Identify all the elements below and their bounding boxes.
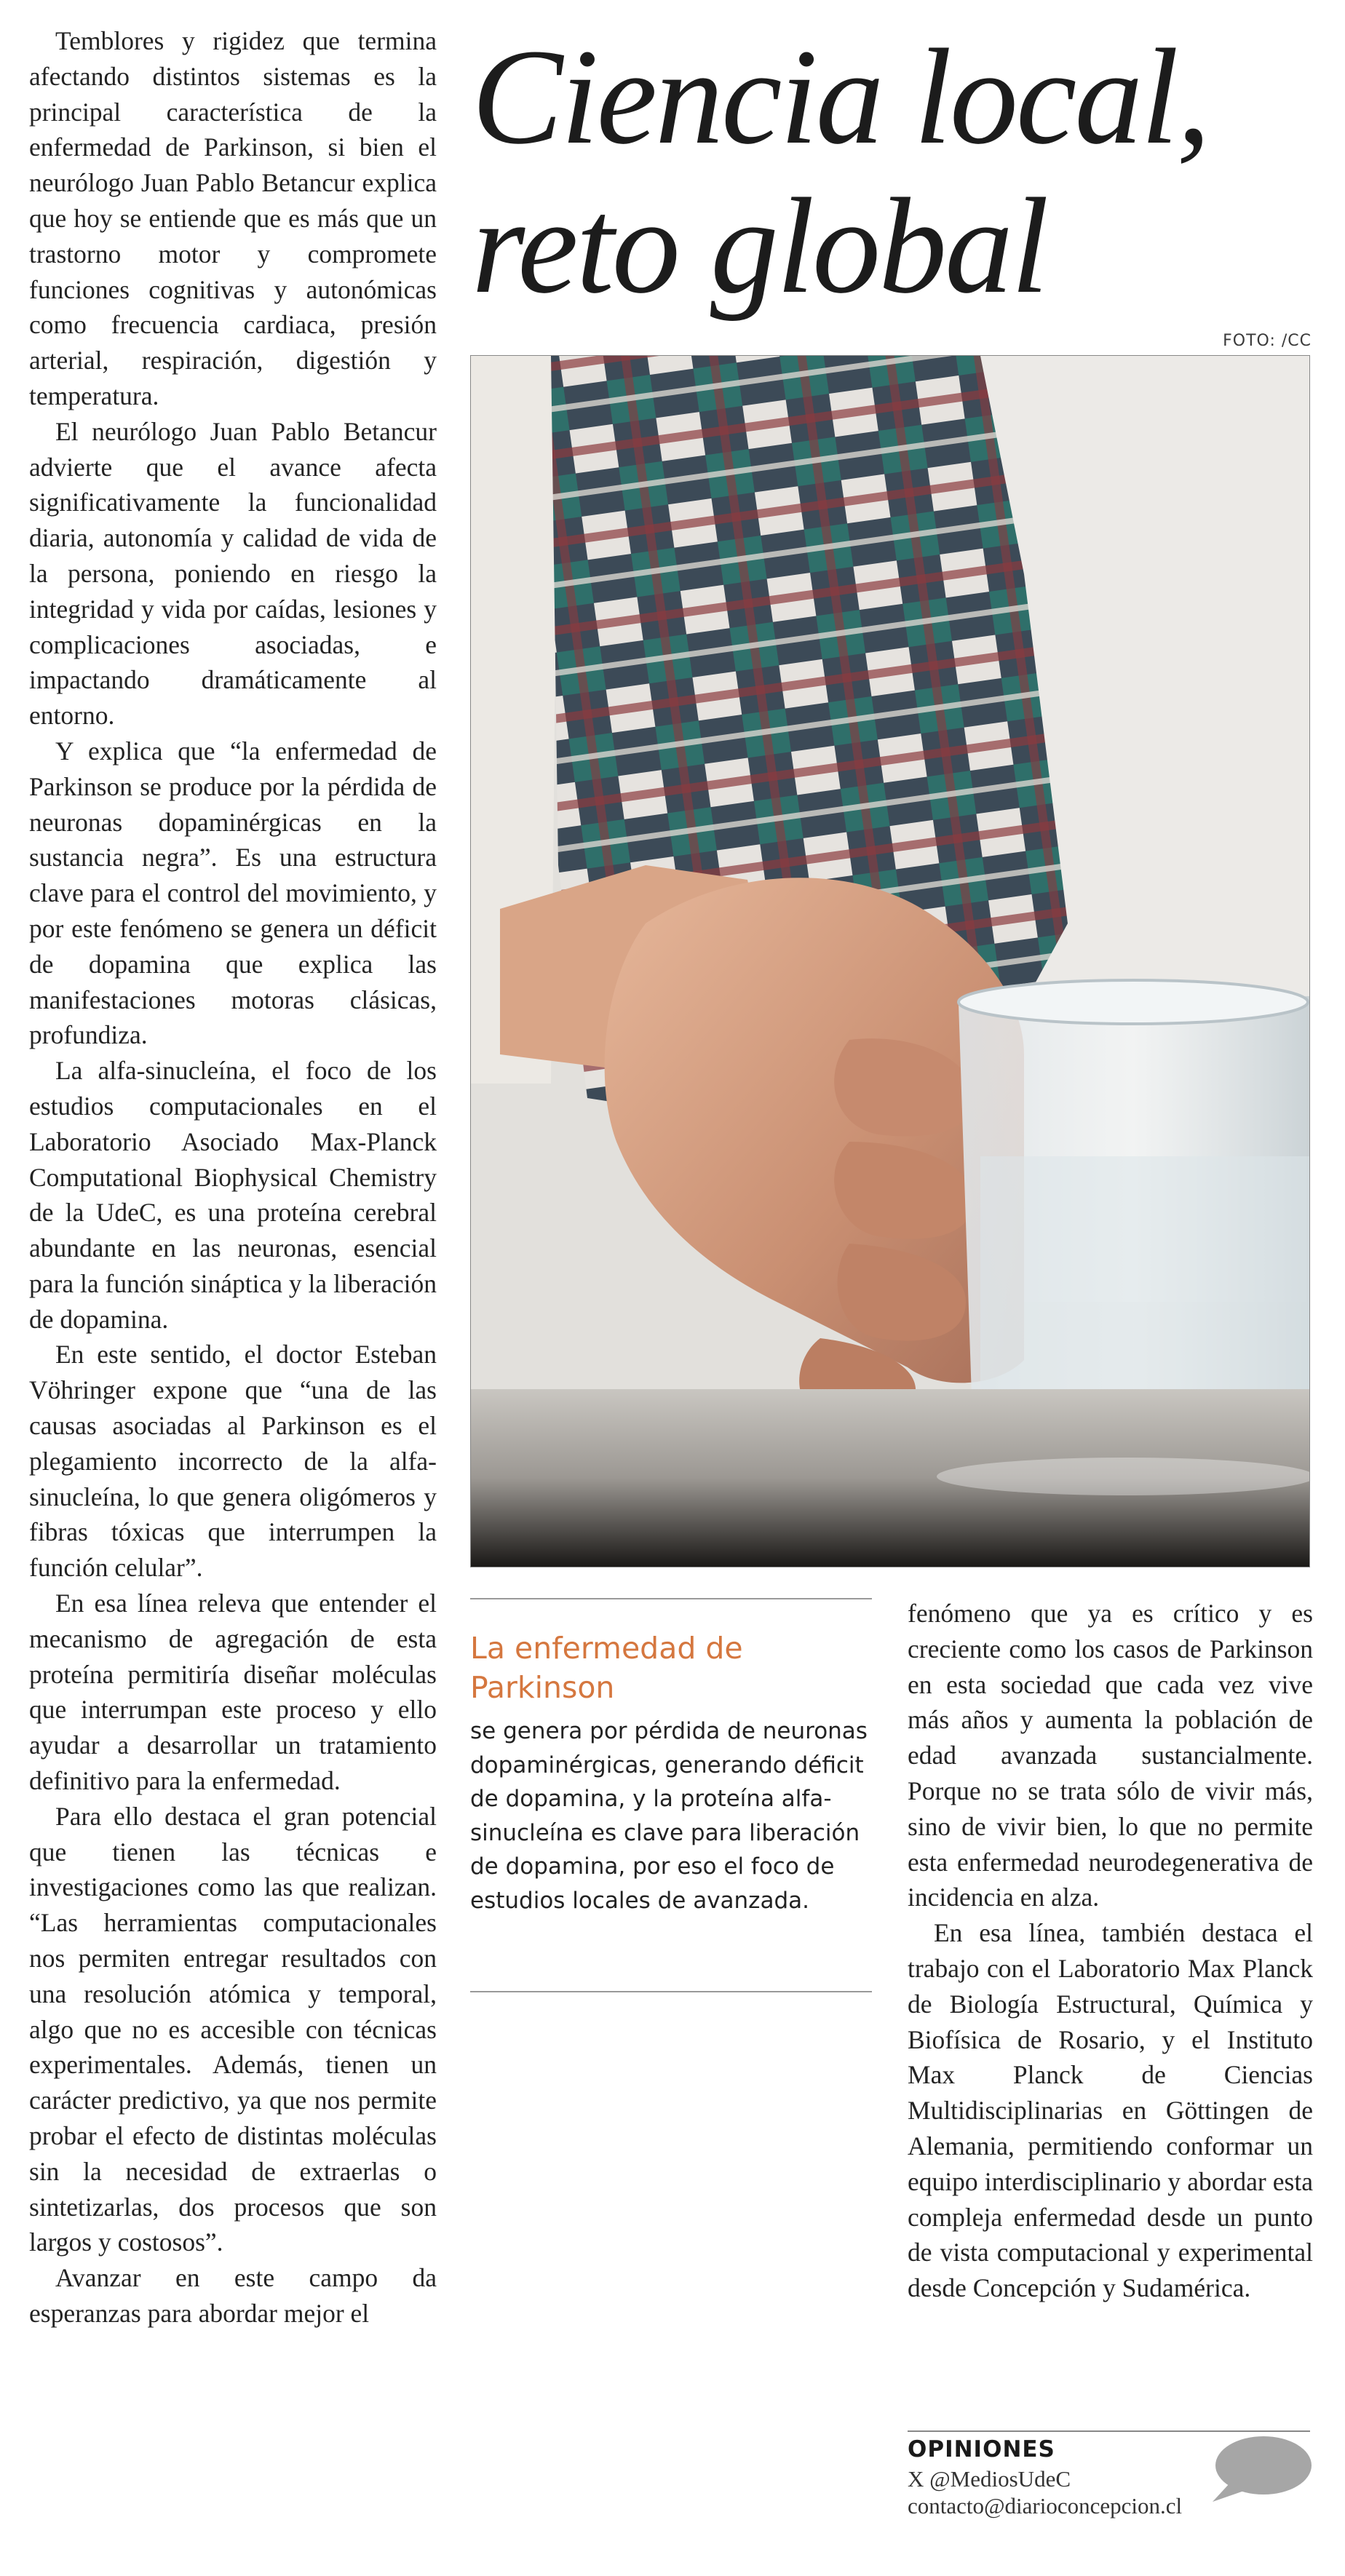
- paragraph: El neurólogo Juan Pablo Betancur advierte que el avance afecta significativamente la funcionalidad diaria, autonomía y calidad de vida de la persona, poniendo en riesgo la integridad y vida por caídas, lesiones y complicaciones asociadas, e impactando dramáticamente al entorno.: [29, 416, 437, 731]
- hand-holding-glass-photo-icon: [471, 356, 1309, 1567]
- paragraph: En esa línea, también destaca el trabajo con el Laboratorio Max Planck de Biología Estructural, Química y Biofísica de Rosario, y el Instituto Max Planck de Ciencias Multidisciplinarias en Göttingen de Alemania, permitiendo conformar un equipo interdisciplinario y abordar esta compleja enfermedad desde un punto de vista computacional y experimental desde Concepción y Sudamérica.: [908, 1918, 1313, 2303]
- paragraph: En este sentido, el doctor Esteban Vöhringer expone que “una de las causas asociadas al Parkinson es el plegamiento incorrecto de la alfa-sinucleína, lo que genera oligómeros y fibras tóxicas que interrumpen la función celular”.: [29, 1340, 437, 1583]
- paragraph: Temblores y rigidez que termina afectando distintos sistemas es la principal característica de la enfermedad de Parkinson, si bien el neurólogo Juan Pablo Betancur explica que hoy se entiende que es más que un trastorno motor y compromete funciones cognitivas y autonómicas como frecuencia cardiaca, presión arterial, respiración, digestión y temperatura.: [29, 26, 437, 410]
- article-photo: [470, 355, 1310, 1567]
- speech-bubble-icon: [1208, 2435, 1313, 2505]
- photo-credit: FOTO: /CC: [1223, 332, 1312, 350]
- paragraph: Para ello destaca el gran potencial que tienen las técnicas e investigaciones como las que realizan. “Las herramientas computacionales nos permiten entregar resultados con una resolución atómica y temporal, algo que no es accesible con técnicas experimentales. Además, tienen un carácter predictivo, ya que nos permite probar el efecto de distintas moléculas sin la necesidad de extraerlas o sintetizarlas, dos procesos que son largos y costosos”.: [29, 1801, 437, 2257]
- paragraph: Avanzar en este campo da esperanzas para abordar mejor el: [29, 2263, 437, 2328]
- paragraph: fenómeno que ya es crítico y es creciente como los casos de Parkinson en esta sociedad que cada vez vive más años y aumenta la población de edad avanzada sustancialmente. Porque no se trata sólo de vivir más, sino de vivir bien, lo que no permite esta enfermedad neurodegenerativa de incidencia en alza.: [908, 1599, 1313, 1912]
- highlight-box-top-rule: [470, 1598, 872, 1599]
- paragraph: En esa línea releva que entender el mecanismo de agregación de esta proteína permitiría diseñar moléculas que interrumpan este proceso y ello ayudar a desarrollar un tratamiento definitivo para la enfermedad.: [29, 1589, 437, 1796]
- opinions-twitter-handle[interactable]: X @MediosUdeC: [908, 2466, 1071, 2492]
- article-body-left-column: [29, 23, 437, 2331]
- highlight-box-text: se genera por pérdida de neuronas dopaminérgicas, generando déficit de dopamina, y la proteína alfa-sinucleína es clave para liberación de dopamina, por eso el foco de estudios locales de avanzada.: [470, 1718, 868, 1914]
- footer-rule: [908, 2430, 1310, 2432]
- headline: Ciencia local, reto global: [472, 20, 1209, 322]
- paragraph: La alfa-sinucleína, el foco de los estudios computacionales en el Laboratorio Asociado Max-Planck Computational Biophysical Chemistry de la UdeC, es una proteína cerebral abundante en las neuronas, esencial para la función sináptica y la liberación de dopamina.: [29, 1056, 437, 1334]
- highlight-box-title: La enfermedad de Parkinson: [470, 1631, 743, 1705]
- opinions-email[interactable]: contacto@diarioconcepcion.cl: [908, 2493, 1183, 2519]
- highlight-box-bottom-rule: [470, 1991, 872, 1992]
- article-body-right-column: [908, 1596, 1313, 2306]
- paragraph: Y explica que “la enfermedad de Parkinson se produce por la pérdida de neuronas dopaminérgicas en la sustancia negra”. Es una estructura clave para el control del movimiento, y por este fenómeno se genera un déficit de dopamina que explica las manifestaciones motoras clásicas, profundiza.: [29, 736, 437, 1050]
- opinions-label: OPINIONES: [908, 2436, 1055, 2462]
